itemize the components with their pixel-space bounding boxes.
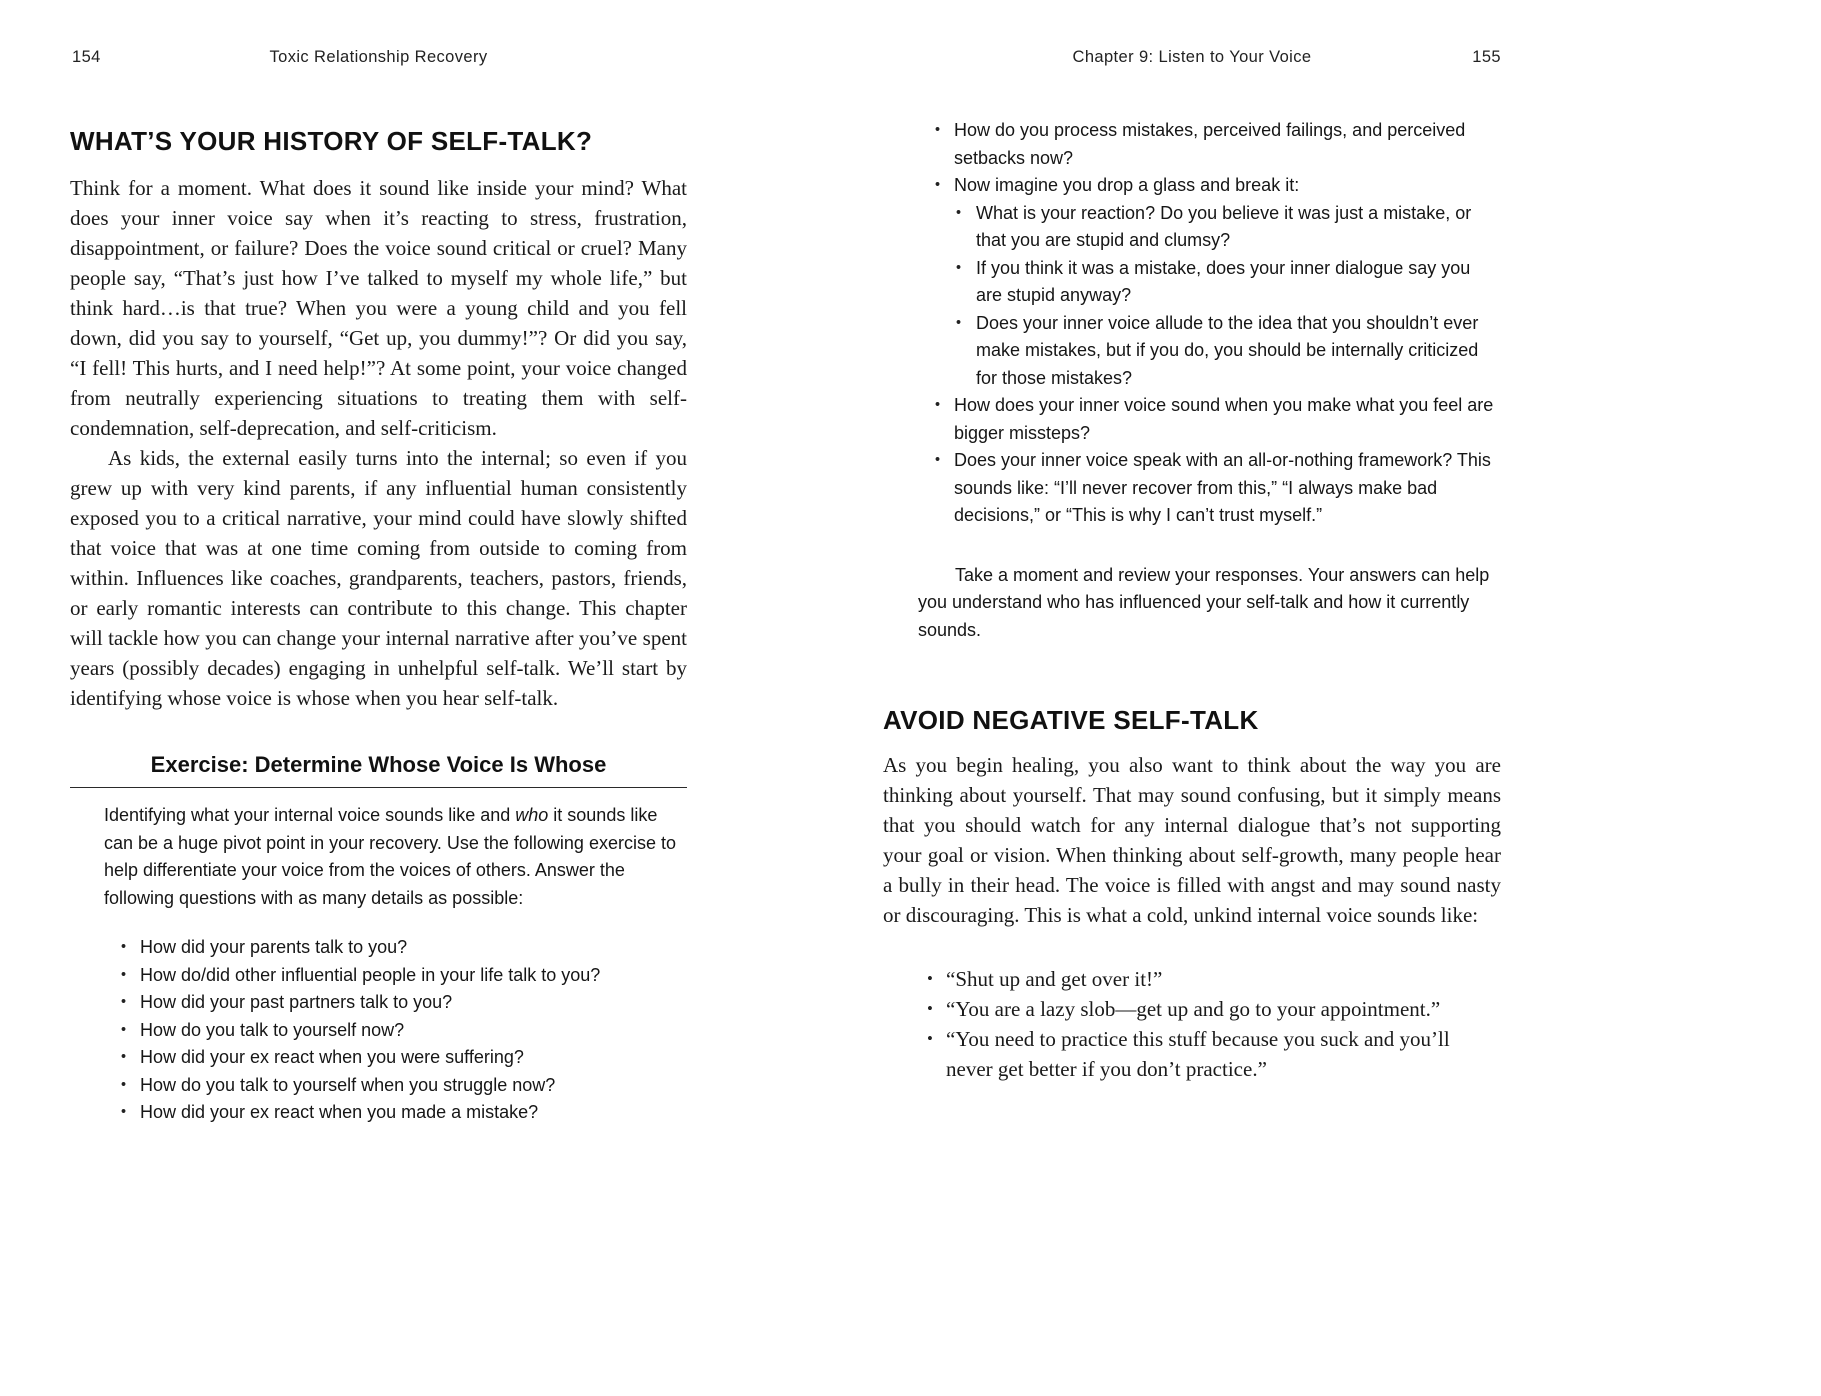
question-item: • How did your ex react when you made a mistake? <box>119 1099 687 1127</box>
question-item: • How does your inner voice sound when you make what you feel are bigger missteps? <box>933 392 1501 447</box>
right-page-number: 155 <box>1472 48 1501 66</box>
quote-item: • “You are a lazy slob—get up and go to your appointment.” <box>925 994 1501 1024</box>
question-item: • How do you process mistakes, perceived failings, and perceived setbacks now? <box>933 117 1501 172</box>
question-item: • How did your ex react when you were suffering? <box>119 1044 687 1072</box>
question-list <box>119 934 687 1127</box>
exercise-intro-italic: who <box>515 805 549 825</box>
body-paragraph-2: As kids, the external easily turns into the internal; so even if you grew up with very kind parents, if any influential human consistently exposed you to a critical narrative, your mind could have slowly shifted that voice that was at one time coming from outside to coming from within. Influences like coaches, grandparents, teachers, pastors, friends, or early romantic interests can contribute to this change. This chapter will tackle how you can change your internal narrative after you’ve spent years (possibly decades) engaging in unhelpful self-talk. We’ll start by identifying whose voice is whose when you hear self-talk. <box>70 446 687 710</box>
question-item: • How do you talk to yourself when you struggle now? <box>119 1072 687 1100</box>
exercise-intro-pre: Identifying what your internal voice sounds like and <box>104 805 516 825</box>
left-page <box>70 0 687 1127</box>
left-page-number: 154 <box>72 48 101 66</box>
question-item-text: Now imagine you drop a glass and break it: <box>954 175 1300 195</box>
question-item-with-sublist <box>933 172 1501 392</box>
quote-item: • “You need to practice this stuff because you suck and you’ll never get better if you don’t practice.” <box>925 1024 1501 1084</box>
question-subitem: • What is your reaction? Do you believe it was just a mistake, or that you are stupid and clumsy? <box>954 200 1501 255</box>
exercise-divider <box>70 787 687 788</box>
right-running-header: Chapter 9: Listen to Your Voice <box>1072 48 1312 66</box>
body-paragraph-3: As you begin healing, you also want to think about the way you are thinking about yourself. That may sound confusing, but it simply means that you should watch for any internal dialogue that’s not supporting your goal or vision. When thinking about self-growth, many people hear a bully in their head. The voice is filled with angst and may sound nasty or discouraging. This is what a cold, unkind internal voice sounds like: <box>883 753 1501 927</box>
avoid-negative-self-talk-heading: AVOID NEGATIVE SELF-TALK <box>883 705 1259 735</box>
right-page <box>883 0 1501 1084</box>
question-sublist <box>954 200 1501 393</box>
left-running-header: Toxic Relationship Recovery <box>269 48 488 66</box>
quote-list <box>925 964 1501 1084</box>
question-item: • How did your parents talk to you? <box>119 934 687 962</box>
right-page-header <box>883 48 1501 69</box>
question-item: • How do you talk to yourself now? <box>119 1017 687 1045</box>
question-item: • Does your inner voice speak with an all-or-nothing framework? This sounds like: “I’ll never recover from this,” “I always make bad decisions,” or “This is why I can’t trust myself.” <box>933 447 1501 530</box>
question-subitem: • Does your inner voice allude to the idea that you shouldn’t ever make mistakes, but if you do, you should be internally criticized for those mistakes? <box>954 310 1501 393</box>
body-paragraph-1: Think for a moment. What does it sound like inside your mind? What does your inner voice say when it’s reacting to stress, frustration, disappointment, or failure? Does the voice sound critical or cruel? Many people say, “That’s just how I’ve talked to myself my whole life,” but think hard…is that true? When you were a young child and you fell down, did you say to yourself, “Get up, you dummy!”? Or did you say, “I fell! This hurts, and I need help!”? At some point, your voice changed from neutrally experiencing situations to treating them with self-condemnation, self-deprecation, and self-criticism. <box>70 176 687 440</box>
self-talk-section-heading: WHAT’S YOUR HISTORY OF SELF-TALK? <box>70 126 593 156</box>
left-page-header <box>70 48 687 69</box>
exercise-body <box>104 802 687 1127</box>
question-item: • How did your past partners talk to you? <box>119 989 687 1017</box>
quote-item: • “Shut up and get over it!” <box>925 964 1501 994</box>
closing-paragraph: Take a moment and review your responses. Your answers can help you understand who has influenced your self-talk and how it currently sounds. <box>918 564 1490 640</box>
exercise-intro-post: it sounds like can be a huge pivot point in your recovery. Use the following exercise to help differentiate your voice from the voices of others. Answer the following questions with as many details as possible: <box>104 805 676 908</box>
exercise-intro <box>104 802 687 912</box>
question-list-continued <box>933 117 1501 530</box>
question-item: • How do/did other influential people in your life talk to you? <box>119 962 687 990</box>
exercise-heading: Exercise: Determine Whose Voice Is Whose <box>150 752 607 777</box>
question-subitem: • If you think it was a mistake, does your inner dialogue say you are stupid anyway? <box>954 255 1501 310</box>
